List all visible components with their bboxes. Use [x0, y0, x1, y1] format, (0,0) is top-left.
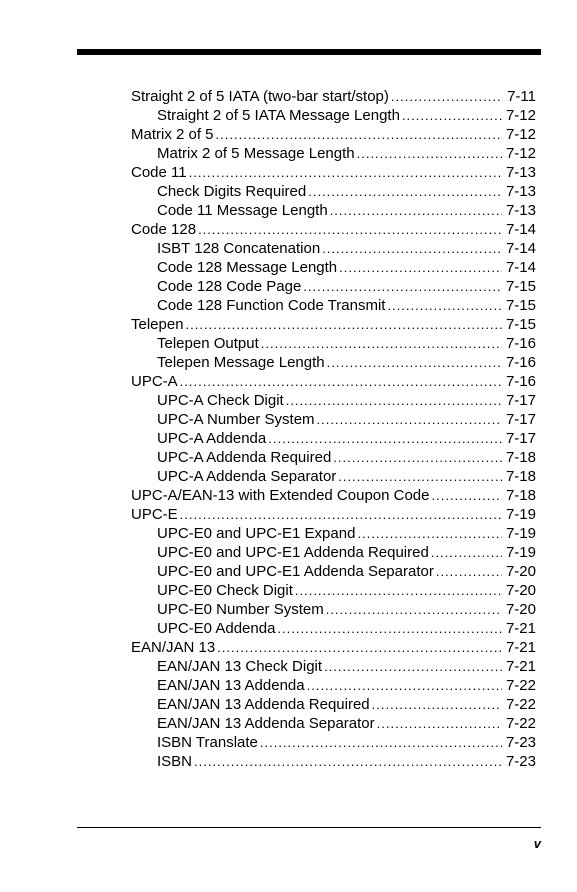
toc-entry[interactable] — [131, 562, 536, 581]
toc-entry-page: 7-12 — [505, 145, 536, 162]
footer-rule — [77, 827, 541, 828]
dot-leader — [194, 752, 502, 771]
toc-entry[interactable] — [131, 201, 536, 220]
dot-leader — [372, 695, 502, 714]
toc-entry-label: Telepen Message Length — [157, 354, 325, 371]
toc-entry-page: 7-14 — [505, 221, 536, 238]
dot-leader — [217, 638, 502, 657]
toc-entry-page: 7-16 — [505, 354, 536, 371]
toc-entry-page: 7-13 — [505, 202, 536, 219]
toc-entry-page: 7-19 — [505, 525, 536, 542]
dot-leader — [308, 182, 502, 201]
toc-entry[interactable] — [131, 372, 536, 391]
toc-entry-label: EAN/JAN 13 Addenda Separator — [157, 715, 375, 732]
toc-entry[interactable] — [131, 182, 536, 201]
toc-entry[interactable] — [131, 239, 536, 258]
toc-entry[interactable] — [131, 258, 536, 277]
dot-leader — [339, 258, 502, 277]
dot-leader — [357, 524, 502, 543]
toc-entry-page: 7-13 — [505, 183, 536, 200]
dot-leader — [432, 486, 502, 505]
toc-entry[interactable] — [131, 106, 536, 125]
page-number: v — [533, 836, 541, 851]
dot-leader — [317, 410, 502, 429]
toc-entry-page: 7-14 — [505, 240, 536, 257]
dot-leader — [286, 391, 502, 410]
toc-entry-label: Code 128 Function Code Transmit — [157, 297, 386, 314]
dot-leader — [186, 315, 502, 334]
toc-entry[interactable] — [131, 87, 536, 106]
toc-entry-label: UPC-E0 and UPC-E1 Addenda Required — [157, 544, 429, 561]
toc-entry[interactable] — [131, 277, 536, 296]
dot-leader — [307, 676, 502, 695]
toc-entry-page: 7-15 — [505, 278, 536, 295]
toc-entry-label: UPC-E0 Addenda — [157, 620, 276, 637]
toc-entry-page: 7-22 — [505, 696, 536, 713]
toc-entry[interactable] — [131, 733, 536, 752]
toc-entry[interactable] — [131, 410, 536, 429]
dot-leader — [261, 334, 502, 353]
dot-leader — [268, 429, 502, 448]
toc-entry[interactable] — [131, 581, 536, 600]
toc-entry-label: Telepen Output — [157, 335, 259, 352]
toc-entry[interactable] — [131, 676, 536, 695]
toc-entry-page: 7-15 — [505, 297, 536, 314]
dot-leader — [189, 163, 502, 182]
toc-entry-page: 7-17 — [505, 411, 536, 428]
toc-entry[interactable] — [131, 220, 536, 239]
toc-entry-page: 7-23 — [505, 734, 536, 751]
toc-entry-page: 7-15 — [505, 316, 536, 333]
dot-leader — [324, 657, 502, 676]
dot-leader — [327, 353, 502, 372]
toc-entry[interactable] — [131, 505, 536, 524]
toc-entry[interactable] — [131, 600, 536, 619]
dot-leader — [387, 296, 502, 315]
dot-leader — [391, 87, 503, 106]
toc-entry-page: 7-19 — [505, 544, 536, 561]
toc-entry[interactable] — [131, 752, 536, 771]
toc-entry[interactable] — [131, 315, 536, 334]
toc-entry[interactable] — [131, 391, 536, 410]
dot-leader — [338, 467, 502, 486]
toc-entry[interactable] — [131, 543, 536, 562]
toc-entry-label: Code 11 Message Length — [157, 202, 328, 219]
toc-entry-page: 7-11 — [507, 88, 536, 105]
toc-entry-label: UPC-A Addenda Separator — [157, 468, 337, 485]
toc-entry-label: Straight 2 of 5 IATA (two-bar start/stop) — [131, 88, 389, 105]
toc-entry-label: Code 11 — [131, 164, 187, 181]
toc-entry[interactable] — [131, 657, 536, 676]
toc-entry-label: Code 128 Code Page — [157, 278, 302, 295]
dot-leader — [431, 543, 502, 562]
toc-entry[interactable] — [131, 429, 536, 448]
toc-entry-label: EAN/JAN 13 Addenda — [157, 677, 305, 694]
toc-entry-page: 7-12 — [505, 107, 536, 124]
toc-entry-label: Matrix 2 of 5 Message Length — [157, 145, 355, 162]
toc-entry-label: UPC-A Check Digit — [157, 392, 284, 409]
toc-entry-label: ISBT 128 Concatenation — [157, 240, 321, 257]
dot-leader — [322, 239, 502, 258]
toc-entry-page: 7-12 — [505, 126, 536, 143]
toc-entry-page: 7-19 — [505, 506, 536, 523]
toc-entry[interactable] — [131, 334, 536, 353]
toc-entry-label: Check Digits Required — [157, 183, 307, 200]
toc-entry-label: UPC-A Number System — [157, 411, 315, 428]
toc-entry-label: UPC-A — [131, 373, 178, 390]
toc-entry-label: UPC-A Addenda Required — [157, 449, 332, 466]
toc-entry-page: 7-22 — [505, 715, 536, 732]
dot-leader — [402, 106, 502, 125]
toc-entry[interactable] — [131, 619, 536, 638]
toc-entry[interactable] — [131, 125, 536, 144]
toc-entry-label: UPC-E0 and UPC-E1 Expand — [157, 525, 356, 542]
toc-entry-label: EAN/JAN 13 — [131, 639, 216, 656]
dot-leader — [216, 125, 502, 144]
toc-entry-label: Straight 2 of 5 IATA Message Length — [157, 107, 400, 124]
toc-entry-page: 7-20 — [505, 601, 536, 618]
toc-entry-page: 7-13 — [505, 164, 536, 181]
top-rule — [77, 49, 541, 55]
toc-entry-label: EAN/JAN 13 Addenda Required — [157, 696, 370, 713]
toc-entry-label: EAN/JAN 13 Check Digit — [157, 658, 323, 675]
toc-entry-page: 7-18 — [505, 449, 536, 466]
toc-entry[interactable] — [131, 163, 536, 182]
toc-entry-label: ISBN — [157, 753, 193, 770]
dot-leader — [330, 201, 502, 220]
toc-entry-label: Code 128 Message Length — [157, 259, 338, 276]
toc-entry[interactable] — [131, 353, 536, 372]
toc-entry-page: 7-23 — [505, 753, 536, 770]
toc-entry-label: Matrix 2 of 5 — [131, 126, 214, 143]
toc-entry-page: 7-20 — [505, 563, 536, 580]
dot-leader — [198, 220, 502, 239]
dot-leader — [357, 144, 502, 163]
toc-entry-page: 7-17 — [505, 392, 536, 409]
toc-entry-label: UPC-E0 Check Digit — [157, 582, 293, 599]
dot-leader — [180, 505, 502, 524]
toc-entry[interactable] — [131, 695, 536, 714]
dot-leader — [333, 448, 502, 467]
toc-entry-page: 7-16 — [505, 373, 536, 390]
toc-entry-page: 7-20 — [505, 582, 536, 599]
toc-entry-page: 7-18 — [505, 468, 536, 485]
toc-entry-label: ISBN Translate — [157, 734, 258, 751]
toc-entry-label: UPC-A/EAN-13 with Extended Coupon Code — [131, 487, 430, 504]
toc-entry[interactable] — [131, 638, 536, 657]
toc-entry[interactable] — [131, 714, 536, 733]
toc-entry[interactable] — [131, 524, 536, 543]
toc-entry-page: 7-17 — [505, 430, 536, 447]
toc-entry[interactable] — [131, 486, 536, 505]
toc-entry-page: 7-16 — [505, 335, 536, 352]
table-of-contents — [131, 87, 536, 771]
toc-entry-label: UPC-E0 and UPC-E1 Addenda Separator — [157, 563, 434, 580]
dot-leader — [295, 581, 502, 600]
toc-entry-page: 7-21 — [505, 620, 536, 637]
dot-leader — [303, 277, 502, 296]
toc-entry[interactable] — [131, 448, 536, 467]
toc-entry[interactable] — [131, 296, 536, 315]
toc-entry-label: Code 128 — [131, 221, 197, 238]
toc-entry-page: 7-21 — [505, 658, 536, 675]
toc-entry-page: 7-21 — [505, 639, 536, 656]
toc-entry-label: UPC-A Addenda — [157, 430, 267, 447]
toc-entry-page: 7-18 — [505, 487, 536, 504]
toc-entry-page: 7-22 — [505, 677, 536, 694]
dot-leader — [436, 562, 502, 581]
dot-leader — [326, 600, 502, 619]
dot-leader — [180, 372, 502, 391]
dot-leader — [260, 733, 502, 752]
toc-entry[interactable] — [131, 144, 536, 163]
dot-leader — [377, 714, 502, 733]
toc-entry-label: UPC-E — [131, 506, 178, 523]
dot-leader — [277, 619, 502, 638]
toc-entry-label: UPC-E0 Number System — [157, 601, 324, 618]
toc-entry-page: 7-14 — [505, 259, 536, 276]
toc-entry[interactable] — [131, 467, 536, 486]
toc-entry-label: Telepen — [131, 316, 184, 333]
